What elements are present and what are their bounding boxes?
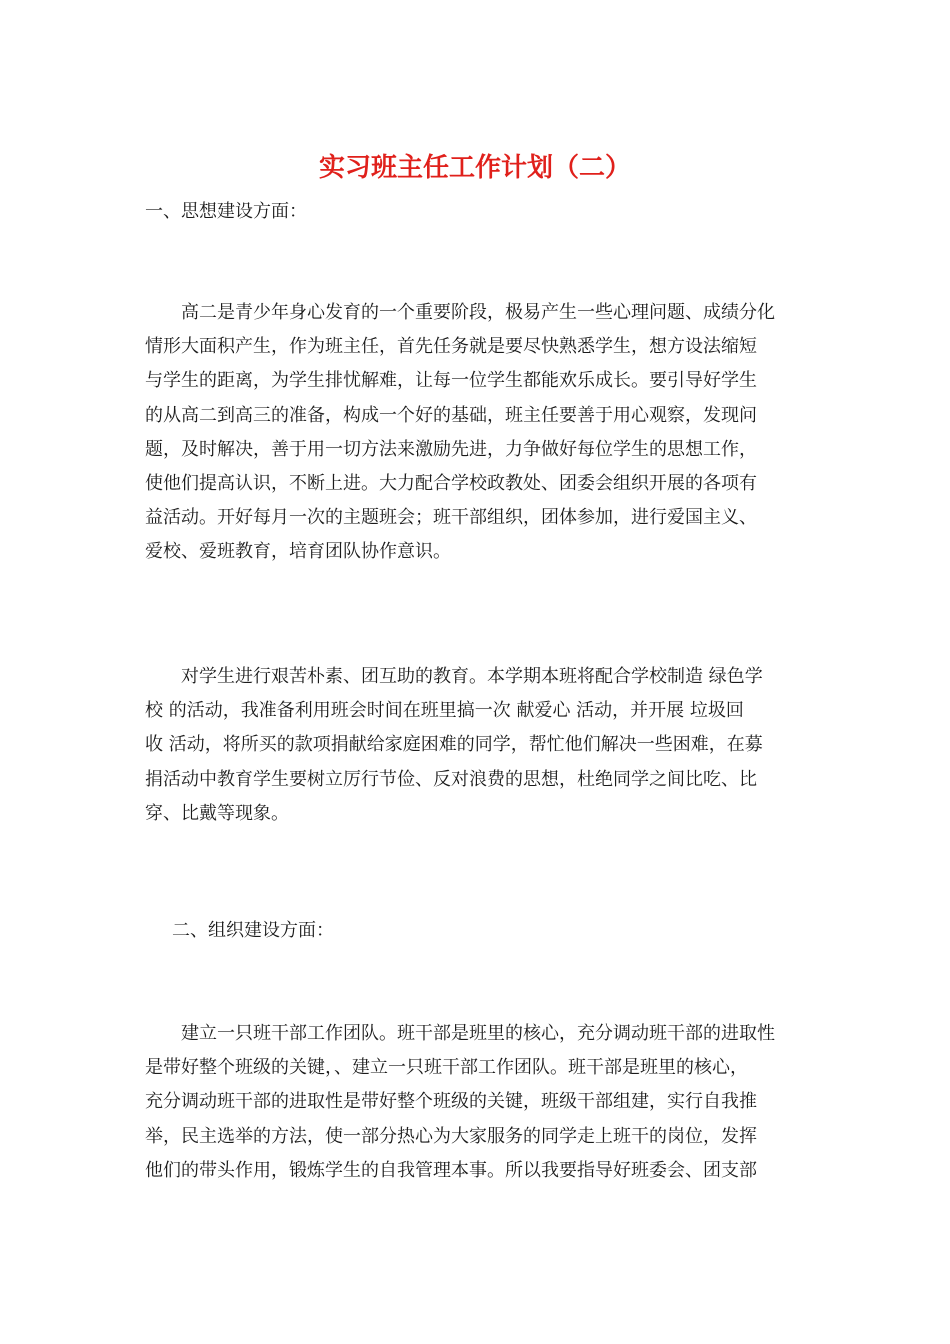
paragraph-line: 情形大面积产生，作为班主任，首先任务就是要尽快熟悉学生，想方设法缩短: [145, 336, 757, 358]
paragraph-line: 举，民主选举的方法，使一部分热心为大家服务的同学走上班干的岗位，发挥: [145, 1125, 757, 1147]
paragraph-line: 的从高二到高三的准备，构成一个好的基础，班主任要善于用心观察，发现问: [145, 404, 757, 426]
paragraph-line: 校 的活动，我准备利用班会时间在班里搞一次 献爱心 活动，并开展 垃圾回: [145, 700, 744, 722]
paragraph-line: 与学生的距离，为学生排忧解难，让每一位学生都能欢乐成长。要引导好学生: [145, 370, 757, 392]
paragraph-line: 爱校、爱班教育，培育团队协作意识。: [145, 541, 451, 563]
paragraph-line: 使他们提高认识，不断上进。大力配合学校政教处、团委会组织开展的各项有: [145, 472, 757, 494]
paragraph-line: 收 活动，将所买的款项捐献给家庭困难的同学，帮忙他们解决一些困难，在募: [145, 734, 763, 756]
document-title: 实习班主任工作计划（二）: [318, 153, 631, 183]
section-heading-1: 一、思想建设方面：: [145, 201, 307, 222]
paragraph-line: 捐活动中教育学生要树立厉行节俭、反对浪费的思想，杜绝同学之间比吃、比: [145, 768, 757, 790]
paragraph-3: [145, 1017, 810, 1188]
paragraph-line: 题，及时解决，善于用一切方法来激励先进，力争做好每位学生的思想工作，: [145, 438, 757, 460]
paragraph-line: 是带好整个班级的关键，、建立一只班干部工作团队。班干部是班里的核心，: [145, 1057, 748, 1079]
paragraph-line: 对学生进行艰苦朴素、团互助的教育。本学期本班将配合学校制造 绿色学: [145, 666, 763, 687]
paragraph-line: 充分调动班干部的进取性是带好整个班级的关键，班级干部组建，实行自我推: [145, 1091, 757, 1113]
paragraph-line: 建立一只班干部工作团队。班干部是班里的核心，充分调动班干部的进取性: [145, 1023, 775, 1044]
section-heading-2: 二、组织建设方面：: [172, 920, 334, 941]
paragraph-line: 他们的带头作用，锻炼学生的自我管理本事。所以我要指导好班委会、团支部: [145, 1159, 757, 1181]
paragraph-line: 穿、比戴等现象。: [145, 802, 289, 824]
paragraph-2: [145, 660, 810, 831]
paragraph-1: [145, 296, 810, 570]
paragraph-line: 益活动。开好每月一次的主题班会；班干部组织，团体参加，进行爱国主义、: [145, 507, 757, 529]
paragraph-line: 高二是青少年身心发育的一个重要阶段，极易产生一些心理问题、成绩分化: [145, 302, 775, 323]
